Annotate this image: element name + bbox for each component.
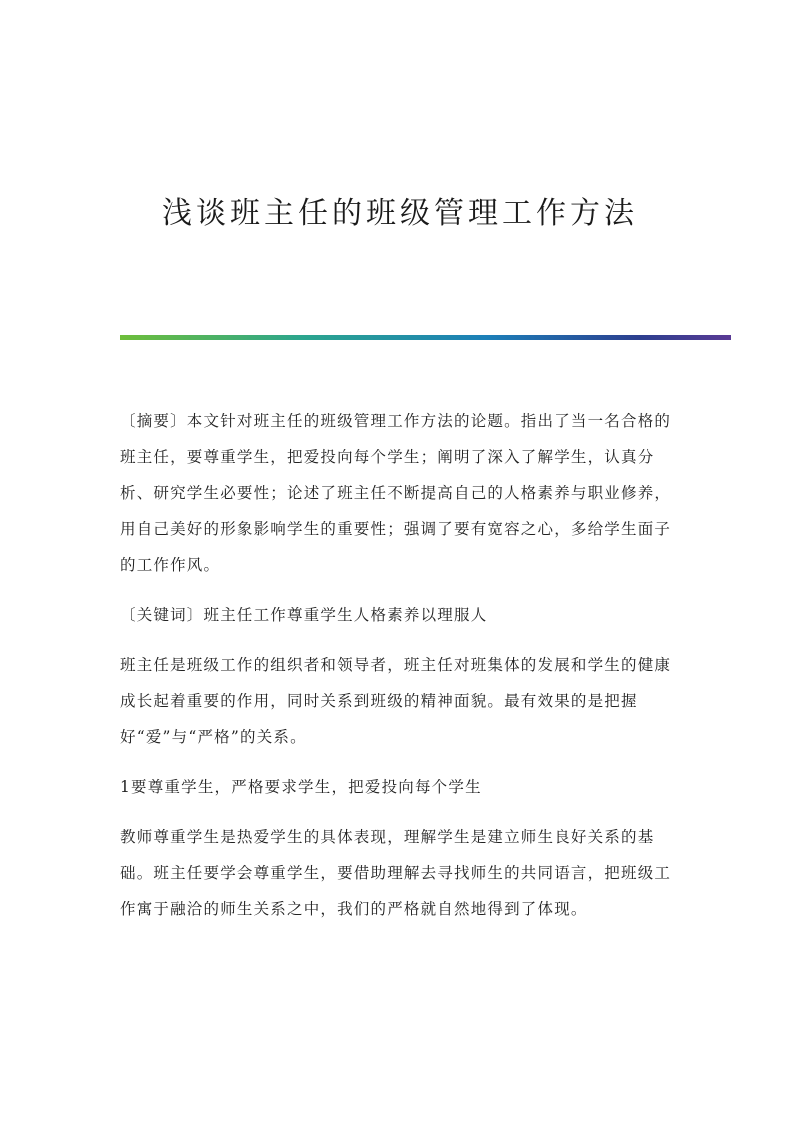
document-body [120,403,680,941]
keywords-paragraph: 〔关键词〕班主任工作尊重学生人格素养以理服人 [120,606,488,624]
title-divider [120,335,731,340]
abstract-paragraph: 〔摘要〕本文针对班主任的班级管理工作方法的论题。指出了当一名合格的班主任，要尊重学生，把爱投向每个学生；阐明了深入了解学生，认真分析、研究学生必要性；论述了班主任不断提高自己的人格素养与职业修养，用自己美好的形象影响学生的重要性；强调了要有宽容之心，多给学生面子的工作作风。 [120,412,672,574]
page-title: 浅谈班主任的班级管理工作方法 [162,196,638,231]
intro-paragraph: 班主任是班级工作的组织者和领导者，班主任对班集体的发展和学生的健康成长起着重要的作用，同时关系到班级的精神面貌。最有效果的是把握好“爱”与“严格”的关系。 [120,656,672,746]
section-heading: 1要尊重学生，严格要求学生，把爱投向每个学生 [120,778,482,796]
section-paragraph: 教师尊重学生是热爱学生的具体表现，理解学生是建立师生良好关系的基础。班主任要学会尊重学生，要借助理解去寻找师生的共同语言，把班级工作寓于融洽的师生关系之中，我们的严格就自然地得到了体现。 [120,828,672,918]
